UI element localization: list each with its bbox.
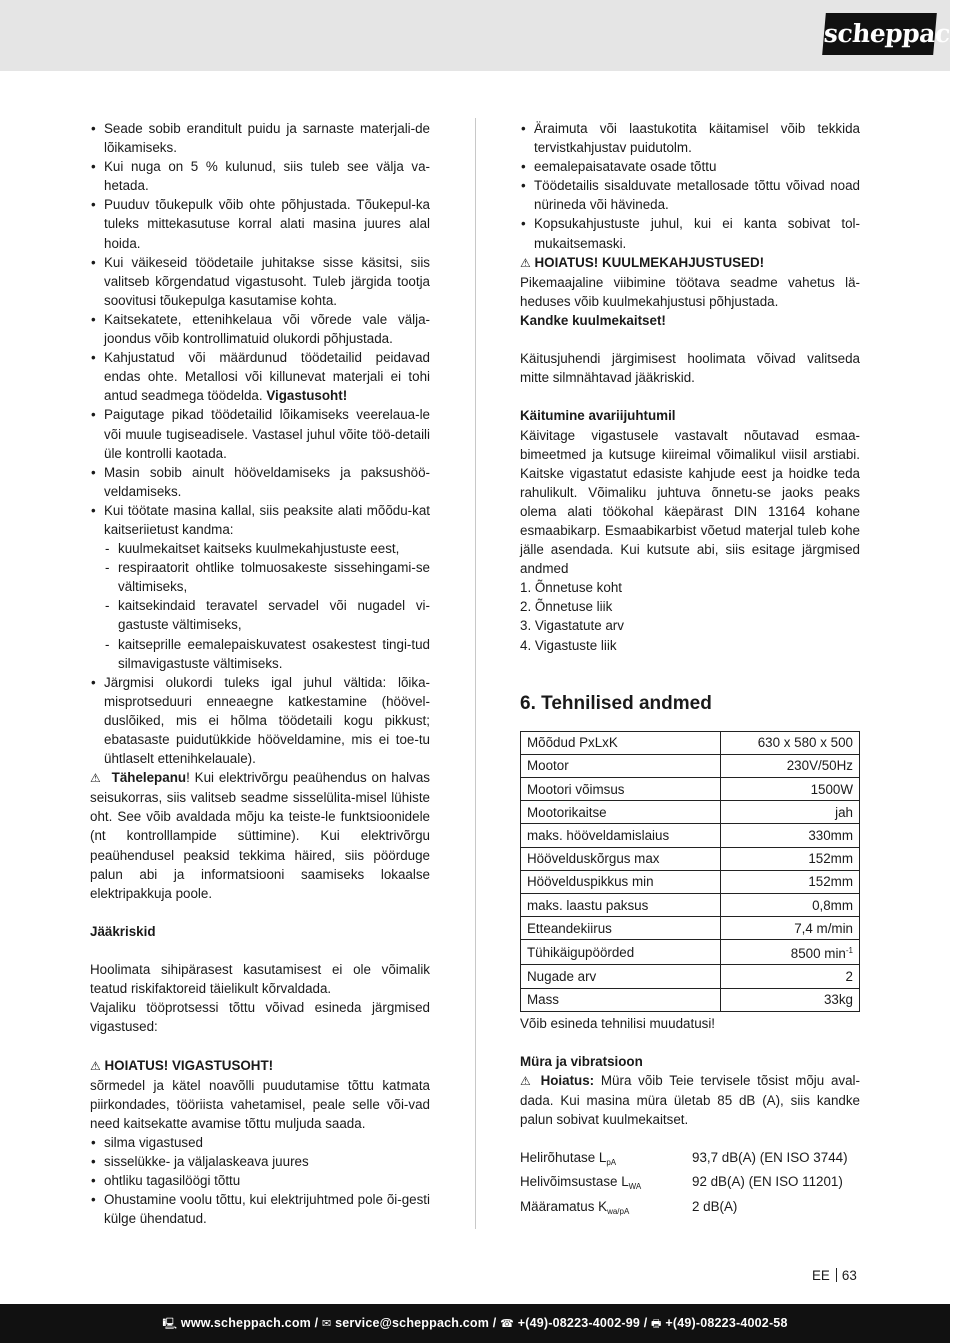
paragraph: Pikemaajaline viibimine töötava seadme vahetus lä-heduses võib kuulmekahjustusi põhjustada. <box>520 274 860 309</box>
spec-value <box>720 778 859 801</box>
spec-value <box>720 965 859 988</box>
emergency-list-item: 3. Vigastatute arv <box>520 618 624 634</box>
spec-value <box>720 801 859 824</box>
list-item: • Kopsukahjustuste juhul, kui ei kanta sobivat tol-mukaitsemaski. <box>520 214 860 252</box>
mail-icon: ✉ <box>322 1317 332 1330</box>
list-item: • ohtliku tagasilöögi tõttu <box>90 1171 430 1190</box>
list-item: • Töödetailis sisalduvate metallosade tõttu võivad noad nürineda või hävineda. <box>520 176 860 214</box>
tech-data-table <box>520 731 860 1012</box>
spec-label: Mass <box>521 988 721 1011</box>
attention-paragraph: ⚠ Tähelepanu! Kui elektrivõrgu peaühendus on halvas seisukorras, siis valitseb seadme sisselülita-misel lühiste oht. See võib avaldada mõju ka teiste-le funktsioonidele (nt kontrolllampide süttimine). Kui elektrivõrgu peaühendusel peaksid tekkima häired, siis pöörduge palun abi ja informatsiooni saamiseks lokaalse elektripakkuja poole. <box>90 770 430 901</box>
list-item: • Äraimuta või laastukotita käitamisel võib tekkida tervistkahjustav puidutolm. <box>520 119 860 157</box>
spec-value <box>720 731 859 754</box>
noise-label-text: Helirõhutase L <box>520 1150 607 1166</box>
monitor-icon: 🖳 <box>162 1317 178 1330</box>
emergency-list-item: 4. Vigastuste liik <box>520 637 617 653</box>
table-row <box>521 893 860 916</box>
warning-icon: ⚠ <box>520 1073 534 1088</box>
table-row <box>521 870 860 893</box>
spec-label: Höövelduskõrgus max <box>521 847 721 870</box>
list-item: • Kui väikeseid töödetaile juhitakse sisse käsitsi, siis valitseb kõrgendatud vigastusoht. Tuleb järgida tootja soovitusi tõukepulga kasutamise kohta. <box>90 253 430 310</box>
bullet-list <box>90 1133 430 1228</box>
spec-label: Mootori võimsus <box>521 778 721 801</box>
spec-value <box>720 870 859 893</box>
spec-label: Mootor <box>521 754 721 777</box>
emergency-list-item: 2. Õnnetuse liik <box>520 599 613 615</box>
hearing-protection-note: Kandke kuulmekaitset! <box>520 312 666 328</box>
injury-warning-heading: ⚠ HOIATUS! VIGASTUSOHT! <box>90 1057 274 1073</box>
hearing-warning-heading: ⚠ HOIATUS! KUULMEKAHJUSTUSED! <box>520 254 765 270</box>
spec-value-text: 330mm <box>808 827 853 843</box>
spec-value <box>720 917 859 940</box>
spec-value-text: 2 <box>845 968 853 984</box>
sub-list-item: - respiraatorit ohtlike tolmuosakeste sissehingami-se vältimiseks, <box>90 558 430 596</box>
noise-label-text: Helivõimsustase L <box>520 1174 629 1190</box>
sub-list-item: - kaitsekindaid teravatel servadel või nugadel vi-gastuste vältimiseks, <box>90 596 430 634</box>
table-row <box>521 824 860 847</box>
spec-value <box>720 940 859 965</box>
footer-fax: +(49)-08223-4002-58 <box>665 1316 788 1330</box>
noise-label-text: Määramatus K <box>520 1198 608 1214</box>
table-row <box>521 988 860 1011</box>
spec-value <box>720 893 859 916</box>
spec-value-text: 152mm <box>808 851 853 867</box>
list-item: • Kahjustatud või määrdunud töödetailid peidavad endas ohte. Metallosi või killunevat materjali ei tohi antud seadmega töödelda. Vigastusoht! <box>90 348 430 405</box>
warning-icon: ⚠ <box>520 255 531 270</box>
left-column <box>90 119 430 1228</box>
spec-value <box>720 847 859 870</box>
footer-web: www.scheppach.com <box>180 1316 311 1330</box>
bullet-list <box>90 119 430 348</box>
paragraph: Vajaliku tööprotsessi tõttu võivad esineda järgmised vigastused: <box>90 1000 430 1035</box>
noise-value: 93,7 dB(A) (EN ISO 3744) <box>692 1150 848 1166</box>
emergency-list-item: 1. Õnnetuse koht <box>520 580 622 596</box>
emergency-heading: Käitumine avariijuhtumil <box>520 408 676 424</box>
noise-label <box>520 1172 692 1196</box>
noise-value: 92 dB(A) (EN ISO 11201) <box>692 1174 843 1190</box>
spec-value-text: 152mm <box>808 874 853 890</box>
emergency-list <box>520 578 860 654</box>
list-item: • Järgmisi olukordi tuleks igal juhul vältida: lõika-misprotseduuri enneaegne katkestamine (höövel-duslõiked, mis ei hõlma töödetaili kogu pikkust; ebatasaste puidutükkide hööveldamine, mis ei toe-tu ühtlaselt ettenihkelauale). <box>90 673 430 768</box>
list-item: • Kaitsekatete, ettenihkelaua või võrede vale välja-joondus võib kontrollimatuid olukordi põhjustada. <box>90 310 430 348</box>
section-title: 6. Tehnilised andmed <box>520 692 712 714</box>
table-row <box>521 965 860 988</box>
spec-label: Höövelduspikkus min <box>521 870 721 893</box>
noise-label-subscript: pA <box>606 1158 617 1168</box>
spec-label: Tühikäigupöörded <box>521 940 721 965</box>
spec-value-unit-exponent: -1 <box>845 946 853 956</box>
paragraph: Hoolimata sihipärasest kasutamisest ei ole võimalik teatud riskifaktoreid täielikult kõrvaldada. <box>90 962 430 997</box>
spec-value <box>720 754 859 777</box>
list-item: • Ohustamine voolu tõttu, kui elektrijuhtmed pole õi-gesti külge ühendatud. <box>90 1190 430 1228</box>
noise-warning: ⚠ Hoiatus: Müra võib Teie tervisele tõsist mõju aval-dada. Kui masina müra ületab 85 dB (A), siis kandke palun sobivat kuulmekaitset. <box>520 1072 860 1128</box>
noise-value: 2 dB(A) <box>692 1198 738 1214</box>
spec-value <box>720 988 859 1011</box>
spec-value-text: 8500 min <box>790 946 846 962</box>
noise-heading: Müra ja vibratsioon <box>520 1053 643 1069</box>
noise-values <box>520 1148 860 1220</box>
noise-label-subscript: WA <box>628 1182 642 1192</box>
sub-list-item: - kuulmekaitset kaitseks kuulmekahjustuste eest, <box>90 539 430 558</box>
bullet-list <box>90 405 430 539</box>
list-item: • Paigutage pikad töödetailid lõikamiseks veerelaua-le või muule tugiseadisele. Vastasel juhul võite töö-detaili üle kontrolli kaotada. <box>90 405 430 462</box>
page-header <box>0 0 969 71</box>
protective-gear-list <box>90 539 430 673</box>
noise-label <box>520 1197 692 1221</box>
phone-icon: ☎ <box>500 1317 515 1330</box>
spec-label: maks. laastu paksus <box>521 893 721 916</box>
table-row <box>521 731 860 754</box>
list-item: • eemalepaisatavate osade tõttu <box>520 157 860 176</box>
spec-label: Nugade arv <box>521 965 721 988</box>
spec-value-text: jah <box>835 804 853 820</box>
list-item: • silma vigastused <box>90 1133 430 1152</box>
paragraph: sõrmedel ja kätel noavõlli puudutamise tõttu katmata piirkondades, tööriista vahetamisel, peale selle või-vad need kaitsekatte avamise tõttu muljuda saada. <box>90 1077 430 1131</box>
table-row <box>521 940 860 965</box>
list-item: • Seade sobib eranditult puidu ja sarnaste materjali-de lõikamiseks. <box>90 119 430 157</box>
spec-label: Etteandekiirus <box>521 917 721 940</box>
spec-value-text: 1500W <box>810 781 853 797</box>
fax-icon: 🖶 <box>651 1317 662 1330</box>
warning-icon: ⚠ <box>90 771 102 786</box>
noise-label-subscript: wa/pA <box>607 1206 630 1216</box>
spec-value-text: 33kg <box>823 992 853 1008</box>
table-row <box>521 778 860 801</box>
scheppach-logo: scheppach <box>822 13 937 55</box>
residual-risks-heading: Jääkriskid <box>90 923 156 939</box>
warning-icon: ⚠ <box>90 1058 101 1073</box>
spec-value <box>720 824 859 847</box>
injury-risk-label: Vigastusoht! <box>266 388 348 404</box>
paragraph: Käitusjuhendi järgimisest hoolimata võivad valitseda mitte silmnähtavad jääkriskid. <box>520 351 860 386</box>
spec-value-text: 0,8mm <box>812 897 853 913</box>
sub-list-item: - kaitseprille eemalepaiskuvatest osakestest tingi-tud silmavigastuste vältimiseks. <box>90 635 430 673</box>
list-item: • Puuduv tõukepulk võib ohte põhjustada. Tõukepul-ka tuleks mittekasutuse korral alati masina juures alal hoida. <box>90 195 430 252</box>
column-divider <box>475 118 476 1229</box>
noise-label <box>520 1148 692 1172</box>
spec-value-text: 7,4 m/min <box>794 920 853 936</box>
spec-label: Mootorikaitse <box>521 801 721 824</box>
list-item: • Kui töötate masina kallal, siis peaksite alati mõõdu-kat kaitseriietust kandma: <box>90 501 430 539</box>
footer-email: service@scheppach.com <box>335 1316 490 1330</box>
table-row <box>521 917 860 940</box>
paragraph: Käivitage vigastusele vastavalt nõutavad esmaa-bimeetmed ja kutsuge kiireimal võimalikul viisil arstiabi. Kaitske vigastatut edasiste kahjude eest ja hoidke teda rahulikult. Võimaliku juhtuva õnnetu-se jaoks peaks olema alati töökohal käepärast DIN 13164 kohane esmaabikarp. Esmaabikarbist võetud materjal tuleb kohe jälle asendada. Kui kutsute abi, siis esitage järgmised andmed <box>520 427 860 577</box>
list-item: • Masin sobib ainult hööveldamiseks ja paksushöö-veldamiseks. <box>90 463 430 501</box>
footer-phone: +(49)-08223-4002-99 <box>517 1316 641 1330</box>
table-row <box>521 754 860 777</box>
tech-note: Võib esineda tehnilisi muudatusi! <box>520 1015 716 1031</box>
spec-value-text: 630 x 580 x 500 <box>757 735 853 751</box>
page-footer: 🖳 www.scheppach.com / ✉ service@scheppach.com / ☎ +(49)-08223-4002-99 / 🖶 +(49)-08223-4002-58 <box>0 1304 950 1343</box>
spec-label: maks. hööveldamislaius <box>521 824 721 847</box>
list-item: • sisselükke- ja väljalaskeava juures <box>90 1152 430 1171</box>
right-column <box>520 119 860 1221</box>
table-row <box>521 847 860 870</box>
spec-value-text: 230V/50Hz <box>786 758 853 774</box>
page-number: EE 63 <box>812 1268 857 1283</box>
spec-label: Mõõdud PxLxK <box>521 731 721 754</box>
table-row <box>521 801 860 824</box>
bullet-list <box>520 119 860 253</box>
list-item: • Kui nuga on 5 % kulunud, siis tuleb see välja va-hetada. <box>90 157 430 195</box>
